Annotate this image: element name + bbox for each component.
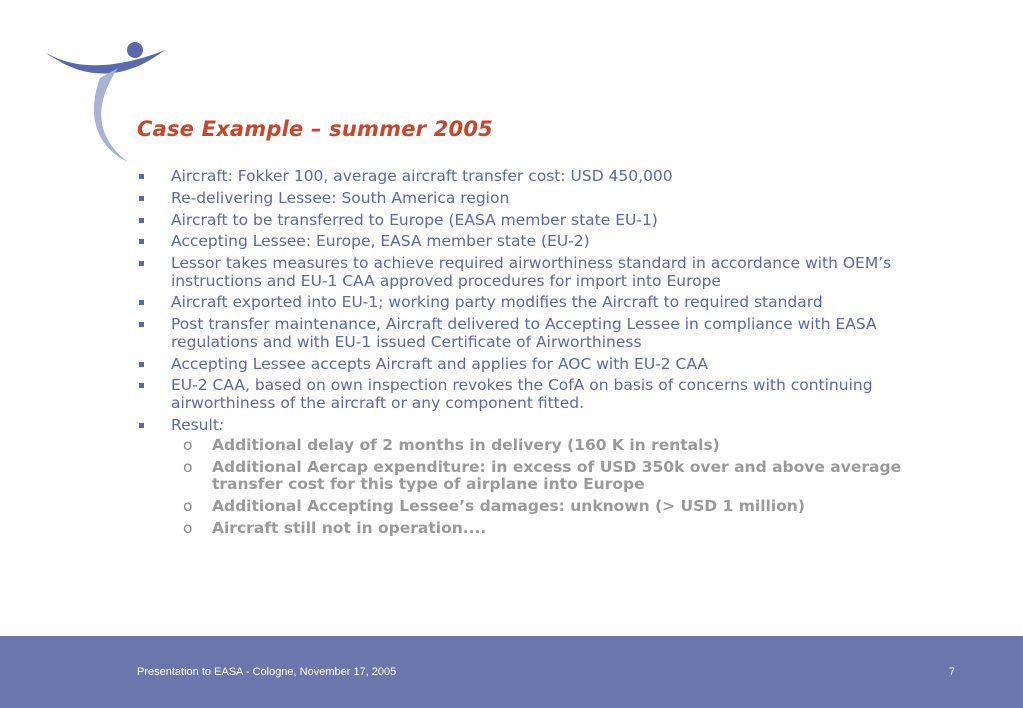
result-colon: : [218, 415, 225, 434]
sub-list-item [171, 520, 967, 538]
page-number: 7 [948, 666, 955, 678]
bullet-text: Re-delivering Lessee: South America region [171, 188, 510, 207]
list-item [137, 255, 967, 290]
list-item [137, 356, 967, 374]
square-bullet-icon [139, 383, 144, 388]
circle-bullet-icon: o [183, 457, 193, 476]
sub-list-item [171, 459, 967, 494]
square-bullet-icon [139, 300, 144, 305]
bullet-text: Aircraft: Fokker 100, average aircraft transfer cost: USD 450,000 [171, 167, 673, 185]
bullet-text: Accepting Lessee: Europe, EASA member state (EU-2) [171, 232, 590, 251]
list-item [137, 190, 967, 208]
square-bullet-icon [139, 423, 144, 428]
sub-item-text: Aircraft still not in operation.... [212, 519, 487, 538]
list-item [137, 212, 967, 230]
square-bullet-icon [139, 362, 144, 367]
square-bullet-icon [139, 218, 144, 223]
sub-item-text: Additional Accepting Lessee’s damages: unknown (> USD 1 million) [212, 497, 805, 516]
bullet-text: Accepting Lessee accepts Aircraft and applies for AOC with EU-2 CAA [171, 354, 709, 373]
circle-bullet-icon: o [183, 497, 193, 516]
list-item [137, 294, 967, 312]
square-bullet-icon [139, 322, 144, 327]
square-bullet-icon [139, 174, 144, 179]
square-bullet-icon [139, 261, 144, 266]
result-sublist [171, 437, 967, 537]
list-item [137, 168, 967, 186]
bullet-text: Post transfer maintenance, Aircraft delivered to Accepting Lessee in compliance with EASA regulations and with EU-1 issued Certificate of Airworthiness [171, 315, 877, 351]
sub-item-text: Additional Aercap expenditure: in excess of USD 350k over and above average transfer cost for this type of airplane into Europe [212, 457, 902, 494]
sub-list-item [171, 498, 967, 516]
bullet-text: Aircraft to be transferred to Europe (EASA member state EU-1) [171, 210, 658, 229]
square-bullet-icon [139, 239, 144, 244]
footer-band [0, 636, 1023, 708]
sub-list-item [171, 437, 967, 455]
list-item-result [137, 417, 967, 538]
list-item [137, 233, 967, 251]
bullet-text: Lessor takes measures to achieve required airworthiness standard in accordance with OEM’s instructions and EU-1 CAA approved procedures for import into Europe [171, 254, 892, 290]
bullet-list [137, 168, 967, 542]
bullet-text: Aircraft exported into EU-1; working party modifies the Aircraft to required standard [171, 293, 823, 312]
bullet-text: EU-2 CAA, based on own inspection revokes the CofA on basis of concerns with continuing airworthiness of the aircraft or any component fitted. [171, 376, 873, 412]
list-item [137, 377, 967, 412]
footer-text: Presentation to EASA - Cologne, November 17, 2005 [137, 666, 397, 678]
sub-item-text: Additional delay of 2 months in delivery (160 K in rentals) [212, 436, 720, 455]
square-bullet-icon [139, 196, 144, 201]
list-item [137, 316, 967, 351]
page-title: Case Example – summer 2005 [137, 117, 493, 141]
circle-bullet-icon: o [183, 519, 193, 538]
circle-bullet-icon: o [183, 436, 193, 455]
bullet-text: Result [171, 415, 219, 434]
person-figure-logo [40, 38, 170, 168]
